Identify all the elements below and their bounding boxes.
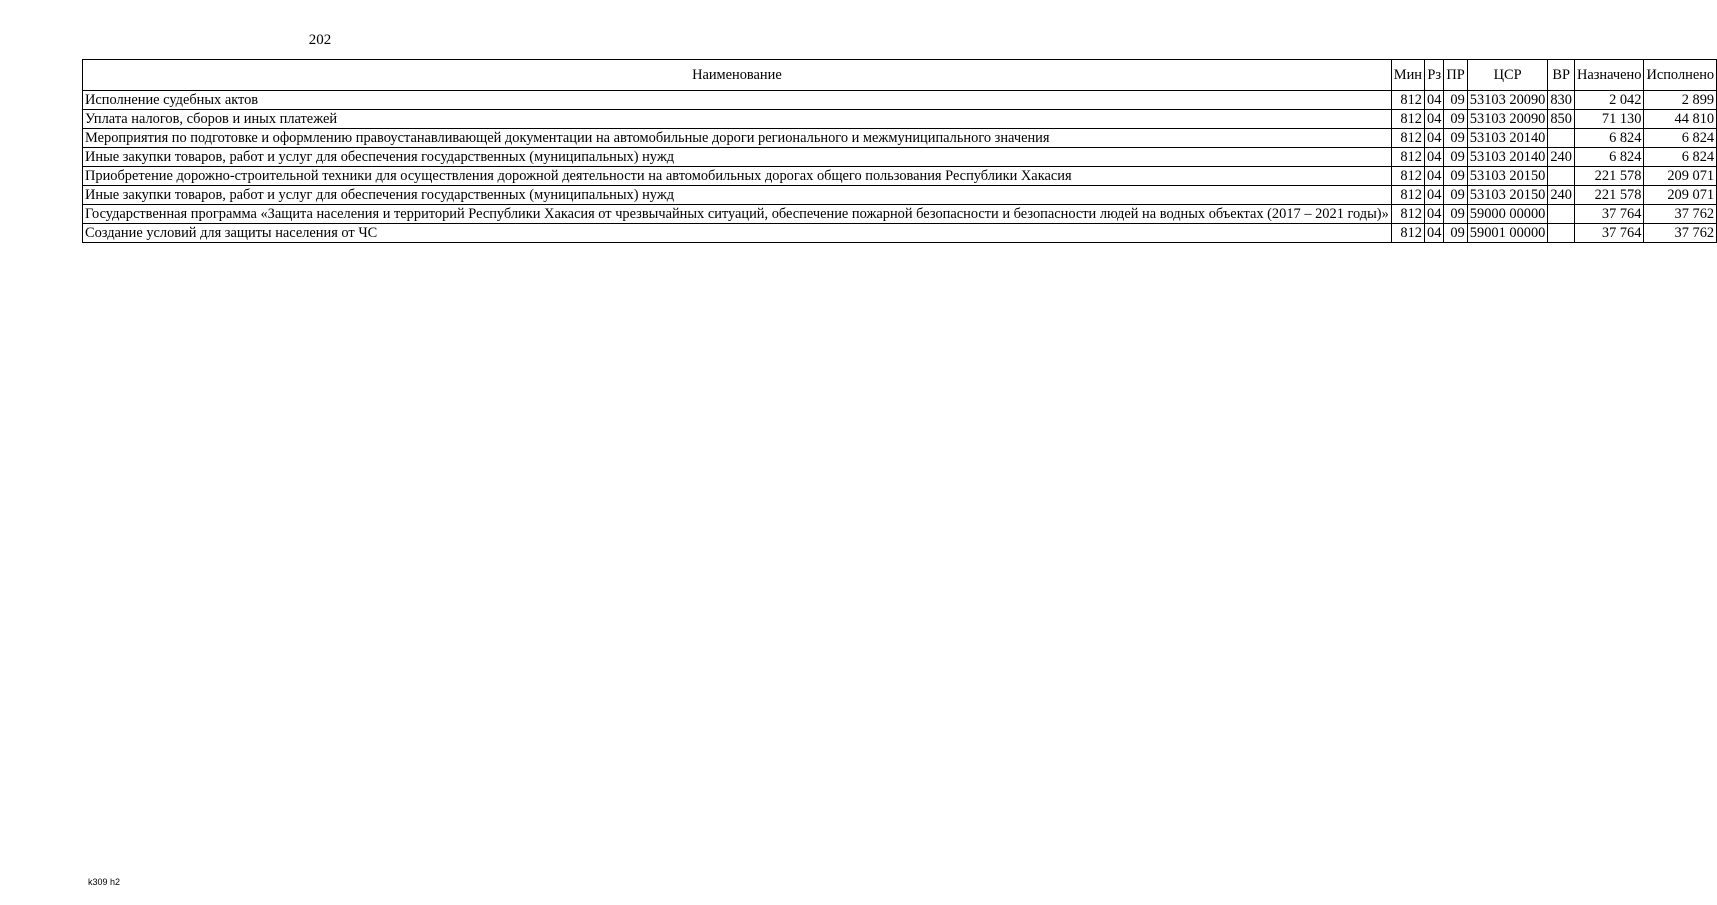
row-ministry: 812 (1391, 186, 1424, 205)
row-name: Уплата налогов, сборов и иных платежей (83, 110, 1392, 129)
row-name: Создание условий для защиты населения от ЧС (83, 224, 1392, 243)
row-executed: 2 899 (1644, 91, 1717, 110)
row-target-article: 53103 20150 (1467, 167, 1548, 186)
row-expense-type (1548, 205, 1575, 224)
row-subsection: 09 (1444, 91, 1467, 110)
table-row (83, 129, 1717, 148)
table-row (83, 186, 1717, 205)
row-target-article: 53103 20090 (1467, 110, 1548, 129)
row-expense-type: 240 (1548, 186, 1575, 205)
row-ministry: 812 (1391, 110, 1424, 129)
header-subsection: ПР (1444, 60, 1467, 91)
row-subsection: 09 (1444, 224, 1467, 243)
row-section: 04 (1425, 205, 1444, 224)
table-header-row (83, 60, 1717, 91)
row-expense-type (1548, 224, 1575, 243)
row-target-article: 59000 00000 (1467, 205, 1548, 224)
row-subsection: 09 (1444, 129, 1467, 148)
row-ministry: 812 (1391, 129, 1424, 148)
row-assigned: 37 764 (1574, 224, 1644, 243)
header-section: Рз (1425, 60, 1444, 91)
row-section: 04 (1425, 91, 1444, 110)
row-subsection: 09 (1444, 205, 1467, 224)
row-name: Иные закупки товаров, работ и услуг для обеспечения государственных (муниципальных) нужд (83, 186, 1392, 205)
table-row (83, 91, 1717, 110)
row-section: 04 (1425, 148, 1444, 167)
row-subsection: 09 (1444, 110, 1467, 129)
row-section: 04 (1425, 110, 1444, 129)
header-executed: Исполнено (1644, 60, 1717, 91)
header-expense-type: ВР (1548, 60, 1575, 91)
row-target-article: 53103 20150 (1467, 186, 1548, 205)
header-assigned: Назначено (1574, 60, 1644, 91)
row-ministry: 812 (1391, 148, 1424, 167)
row-name: Мероприятия по подготовке и оформлению правоустанавливающей документации на автомобильные дороги регионального и межмуниципального значения (83, 129, 1392, 148)
row-ministry: 812 (1391, 205, 1424, 224)
row-executed: 37 762 (1644, 205, 1717, 224)
row-section: 04 (1425, 224, 1444, 243)
row-ministry: 812 (1391, 167, 1424, 186)
row-expense-type (1548, 167, 1575, 186)
row-assigned: 221 578 (1574, 167, 1644, 186)
row-name: Исполнение судебных актов (83, 91, 1392, 110)
table-row (83, 110, 1717, 129)
table-row (83, 167, 1717, 186)
row-subsection: 09 (1444, 167, 1467, 186)
scan-code: k309 h2 (88, 877, 121, 887)
row-expense-type: 240 (1548, 148, 1575, 167)
table-row (83, 205, 1717, 224)
header-name: Наименование (83, 60, 1392, 91)
budget-execution-table (82, 59, 1717, 243)
row-expense-type: 830 (1548, 91, 1575, 110)
row-expense-type (1548, 129, 1575, 148)
row-executed: 37 762 (1644, 224, 1717, 243)
row-section: 04 (1425, 186, 1444, 205)
row-section: 04 (1425, 129, 1444, 148)
row-assigned: 221 578 (1574, 186, 1644, 205)
row-target-article: 53103 20140 (1467, 129, 1548, 148)
row-subsection: 09 (1444, 186, 1467, 205)
row-assigned: 71 130 (1574, 110, 1644, 129)
row-target-article: 59001 00000 (1467, 224, 1548, 243)
row-executed: 44 810 (1644, 110, 1717, 129)
row-assigned: 2 042 (1574, 91, 1644, 110)
row-name: Иные закупки товаров, работ и услуг для обеспечения государственных (муниципальных) нужд (83, 148, 1392, 167)
row-ministry: 812 (1391, 224, 1424, 243)
table-row (83, 148, 1717, 167)
row-ministry: 812 (1391, 91, 1424, 110)
row-executed: 209 071 (1644, 186, 1717, 205)
row-name: Приобретение дорожно-строительной техники для осуществления дорожной деятельности на автомобильных дорогах общего пользования Республики Хакасия (83, 167, 1392, 186)
header-ministry: Мин (1391, 60, 1424, 91)
row-target-article: 53103 20140 (1467, 148, 1548, 167)
row-assigned: 6 824 (1574, 148, 1644, 167)
row-executed: 209 071 (1644, 167, 1717, 186)
row-assigned: 37 764 (1574, 205, 1644, 224)
row-assigned: 6 824 (1574, 129, 1644, 148)
row-executed: 6 824 (1644, 129, 1717, 148)
row-executed: 6 824 (1644, 148, 1717, 167)
row-name: Государственная программа «Защита населения и территорий Республики Хакасия от чрезвычайных ситуаций, обеспечение пожарной безопасности и безопасности людей на водных объектах (2017 – 2021 годы)» (83, 205, 1392, 224)
table-row (83, 224, 1717, 243)
row-target-article: 53103 20090 (1467, 91, 1548, 110)
header-target-article: ЦСР (1467, 60, 1548, 91)
row-subsection: 09 (1444, 148, 1467, 167)
row-expense-type: 850 (1548, 110, 1575, 129)
page-number: 202 (308, 32, 332, 48)
row-section: 04 (1425, 167, 1444, 186)
